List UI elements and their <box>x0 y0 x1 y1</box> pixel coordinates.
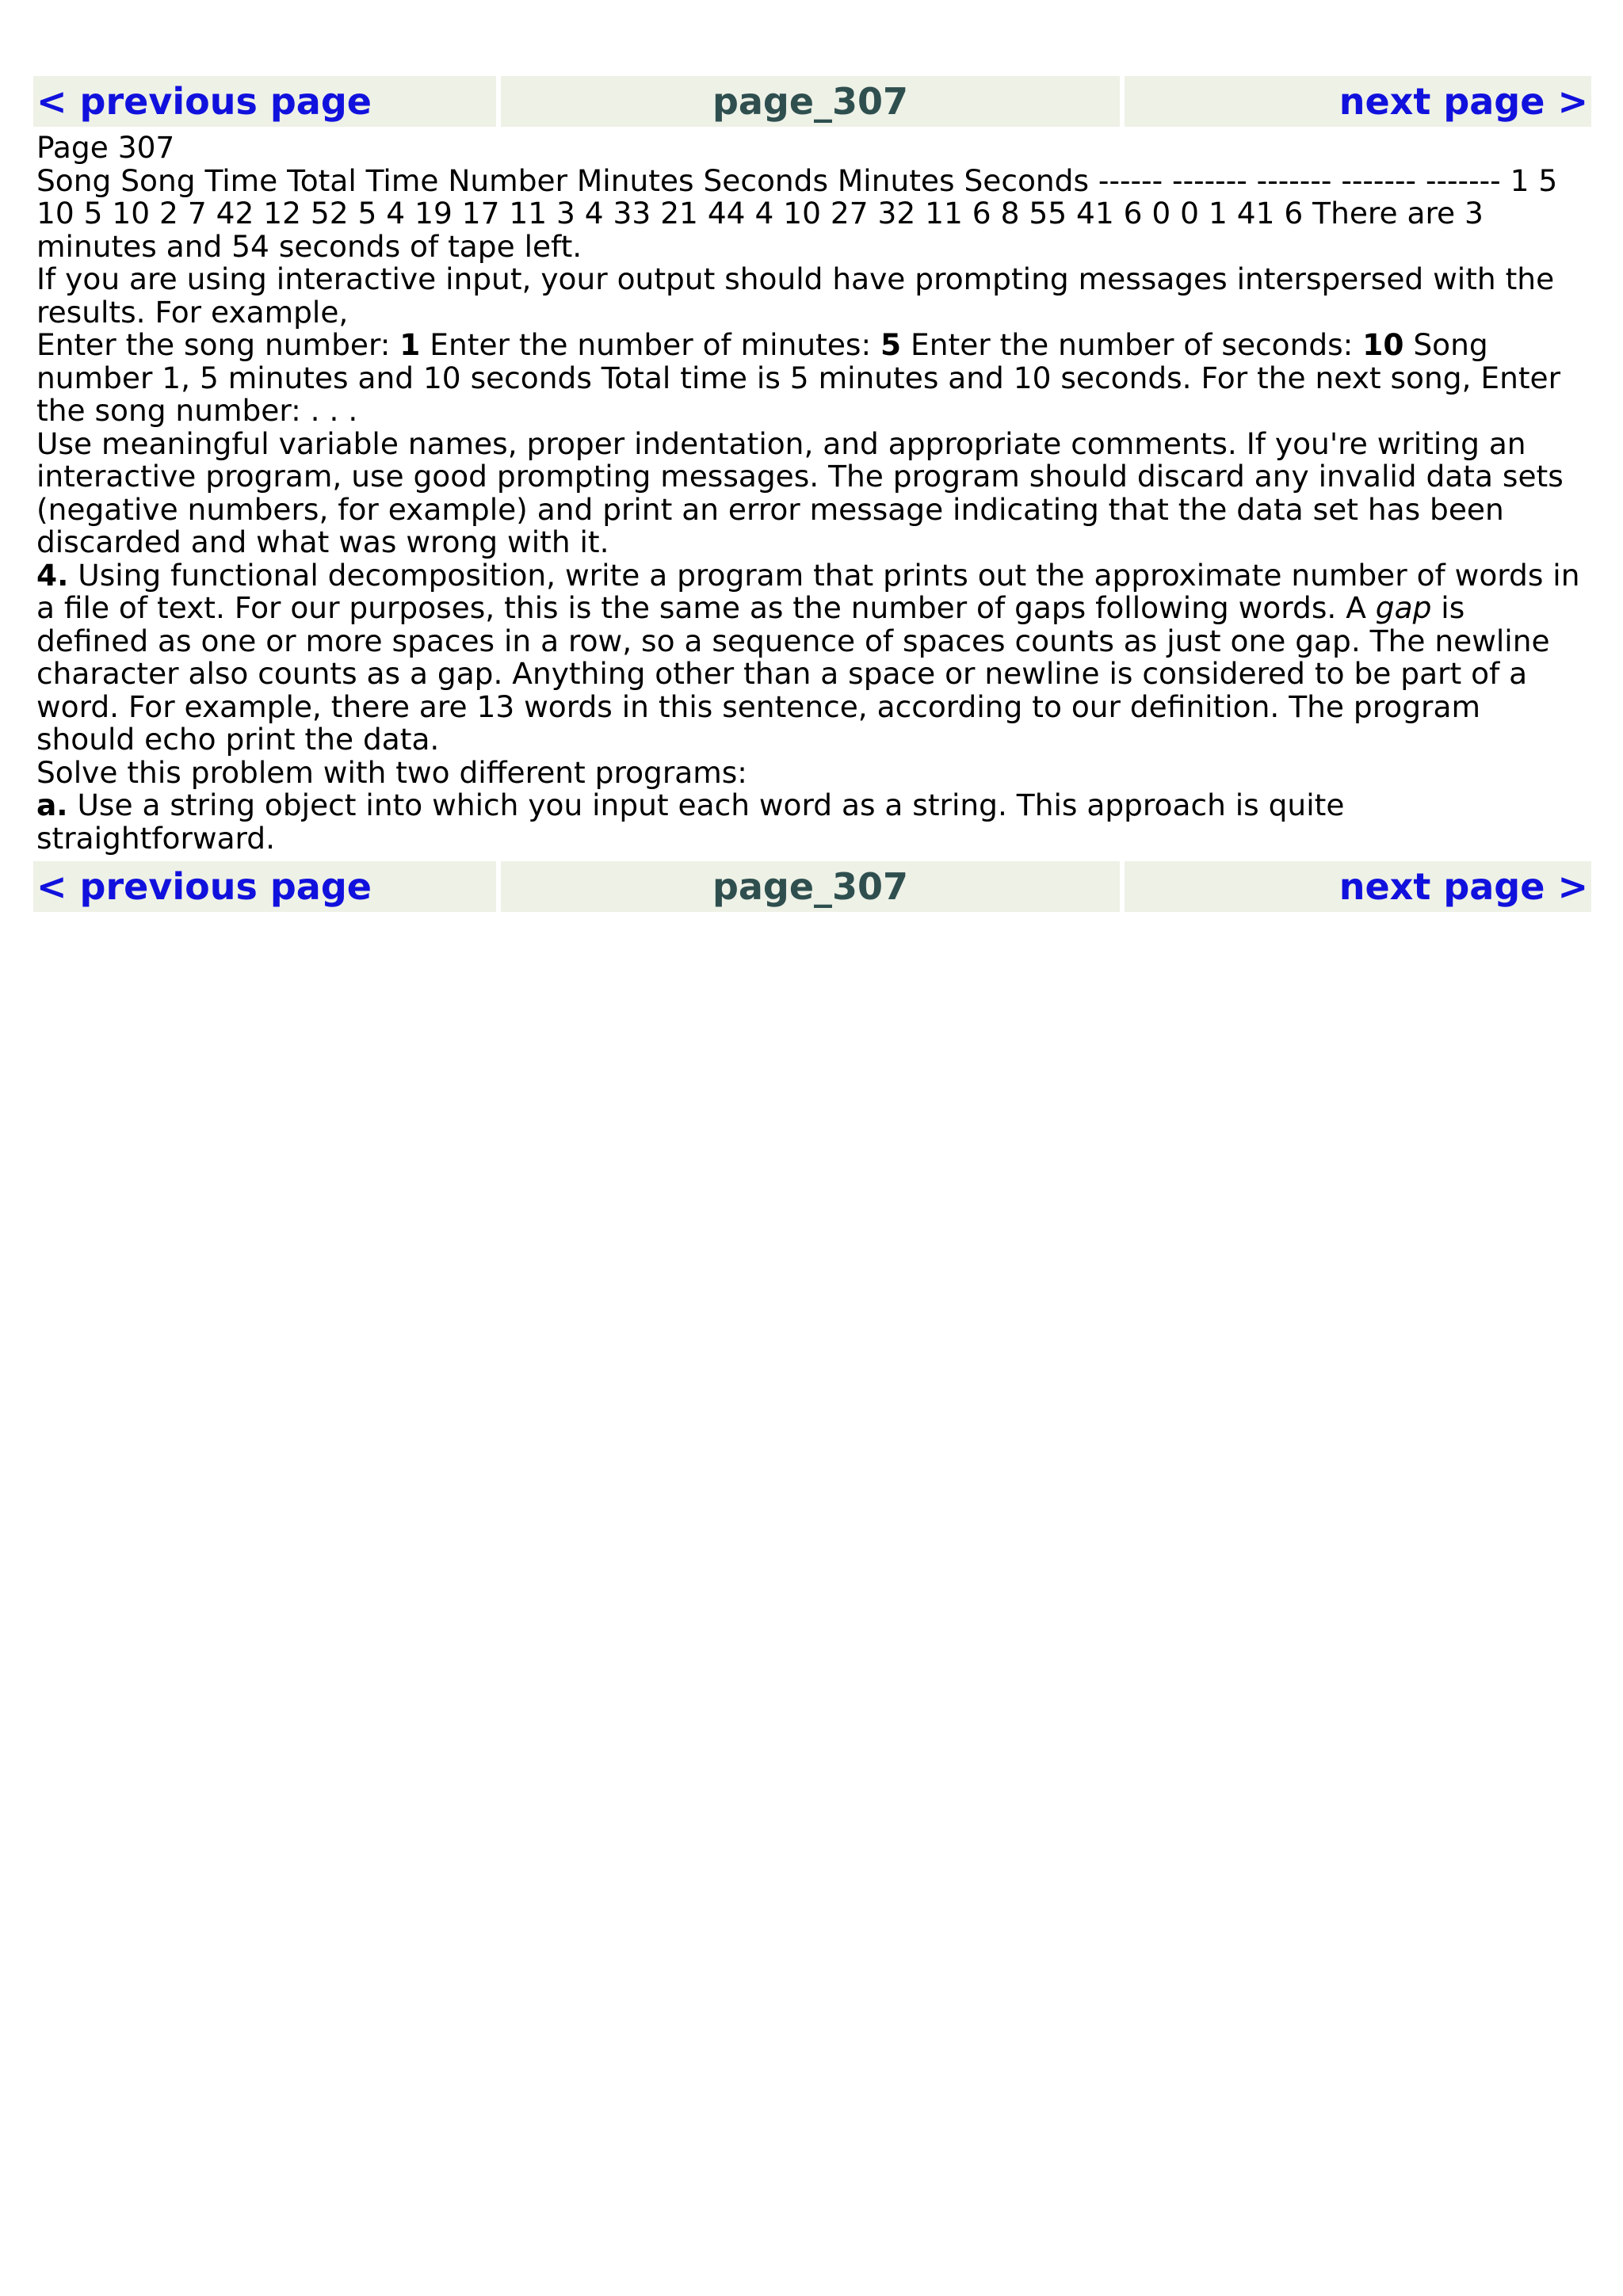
example-value-seconds: 10 <box>1362 327 1404 362</box>
prompt-example <box>36 329 1585 428</box>
interactive-input-paragraph: If you are using interactive input, your output should have prompting messages interspersed with the results. For example, <box>36 261 1555 330</box>
example-prompt-song-number: Enter the song number: <box>36 327 400 362</box>
page-number-label: page_307 <box>501 76 1120 127</box>
page-container <box>33 76 1591 912</box>
problem-4-number: 4. <box>36 557 69 593</box>
example-value-song-number: 1 <box>399 327 421 362</box>
example-output-text: Song number 1, 5 minutes and 10 seconds Total time is 5 minutes and 10 seconds. For the next song, Enter the song number: . . . <box>36 327 1561 428</box>
part-a-letter: a. <box>36 788 68 822</box>
example-prompt-seconds: Enter the number of seconds: <box>901 327 1363 362</box>
solve-paragraph: Solve this problem with two different programs: <box>36 754 747 790</box>
next-page-link-bottom[interactable]: next page > <box>1125 861 1591 912</box>
song-table-text: Song Song Time Total Time Number Minutes Seconds Minutes Seconds ------ ------- ------- ------- ------- 1 5 10 5 10 2 7 42 12 52 5 4 19 17 11 3 4 33 21 44 4 10 27 32 11 6 8 55 41 6 0 0 1 41 6 There are 3 minutes and 54 seconds of tape left. <box>36 162 1558 264</box>
next-page-link[interactable]: next page > <box>1125 76 1591 127</box>
top-navigation-bar <box>33 76 1591 127</box>
part-a-text: Use a string object into which you input each word as a string. This approach is quite straightforward. <box>36 788 1345 856</box>
problem-4-paragraph <box>36 559 1585 757</box>
guidelines-paragraph: Use meaningful variable names, proper indentation, and appropriate comments. If you're writing an interactive program, use good prompting messages. The program should discard any invalid data sets (negative numbers, for example) and print an error message indicating that the data set has been discarded and what was wrong with it. <box>36 425 1564 559</box>
problem-4-text-start: Using functional decomposition, write a program that prints out the approximate number of words in a file of text. For our purposes, this is the same as the number of gaps following words. A <box>36 557 1580 625</box>
problem-4-text-end: is defined as one or more spaces in a row, so a sequence of spaces counts as just one gap. The newline character also counts as a gap. Anything other than a space or newline is considered to be part of a word. For example, there are 13 words in this sentence, according to our definition. The program should echo print the data. <box>36 590 1550 757</box>
bottom-navigation-bar <box>33 861 1591 912</box>
example-prompt-minutes: Enter the number of minutes: <box>420 327 881 362</box>
gap-term: gap <box>1375 590 1432 625</box>
page-content <box>33 127 1587 861</box>
part-a-paragraph <box>36 789 1585 855</box>
previous-page-link-bottom[interactable]: < previous page <box>33 861 496 912</box>
example-value-minutes: 5 <box>880 327 902 362</box>
page-heading: Page 307 <box>36 130 175 165</box>
page-number-label-bottom: page_307 <box>501 861 1120 912</box>
previous-page-link[interactable]: < previous page <box>33 76 496 127</box>
